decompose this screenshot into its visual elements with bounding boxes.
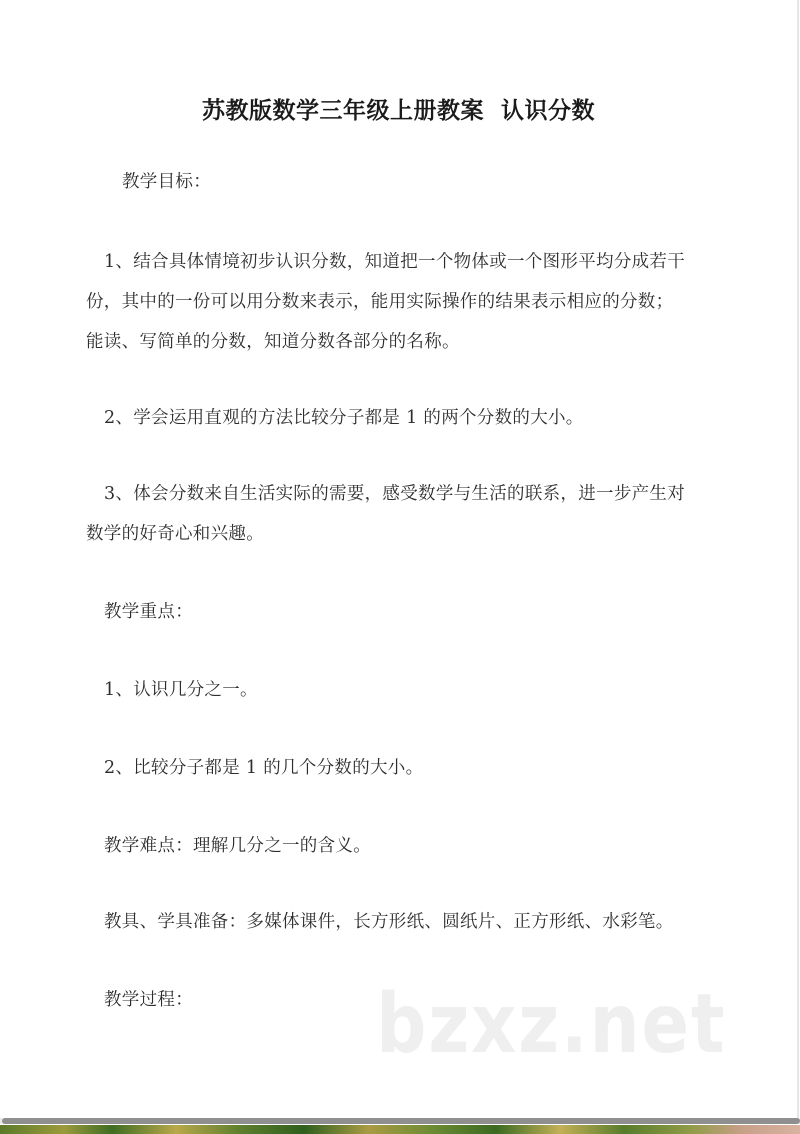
paragraph-materials: 教具、学具准备：多媒体课件，长方形纸、圆纸片、正方形纸、水彩笔。	[104, 912, 674, 932]
paragraph-line: 1、结合具体情境初步认识分数，知道把一个物体或一个图形平均分成若干	[104, 252, 686, 272]
paragraph-line: 能读、写简单的分数，知道分数各部分的名称。	[86, 332, 460, 352]
paragraph-line: 2、学会运用直观的方法比较分子都是 1 的两个分数的大小。	[104, 408, 584, 428]
paragraph-difficulty: 教学难点：理解几分之一的含义。	[104, 836, 371, 856]
paragraph-line: 1、认识几分之一。	[104, 680, 258, 700]
scrollbar-thumb[interactable]	[2, 1118, 800, 1124]
horizontal-scrollbar[interactable]	[0, 1118, 800, 1124]
section-heading-goals: 教学目标：	[122, 172, 211, 192]
watermark: bzxz.net	[376, 977, 727, 1072]
paragraph-line: 份，其中的一份可以用分数来表示，能用实际操作的结果表示相应的分数；	[86, 292, 674, 312]
background-image-strip	[0, 1125, 800, 1134]
section-heading-key-points: 教学重点：	[104, 602, 193, 622]
document-title: 苏教版数学三年级上册教案 认识分数	[201, 98, 595, 124]
paragraph-line: 3、体会分数来自生活实际的需要，感受数学与生活的联系，进一步产生对	[104, 484, 686, 504]
paragraph-line: 2、比较分子都是 1 的几个分数的大小。	[104, 758, 424, 778]
paragraph-line: 数学的好奇心和兴趣。	[86, 524, 264, 544]
section-heading-process: 教学过程：	[104, 990, 193, 1010]
